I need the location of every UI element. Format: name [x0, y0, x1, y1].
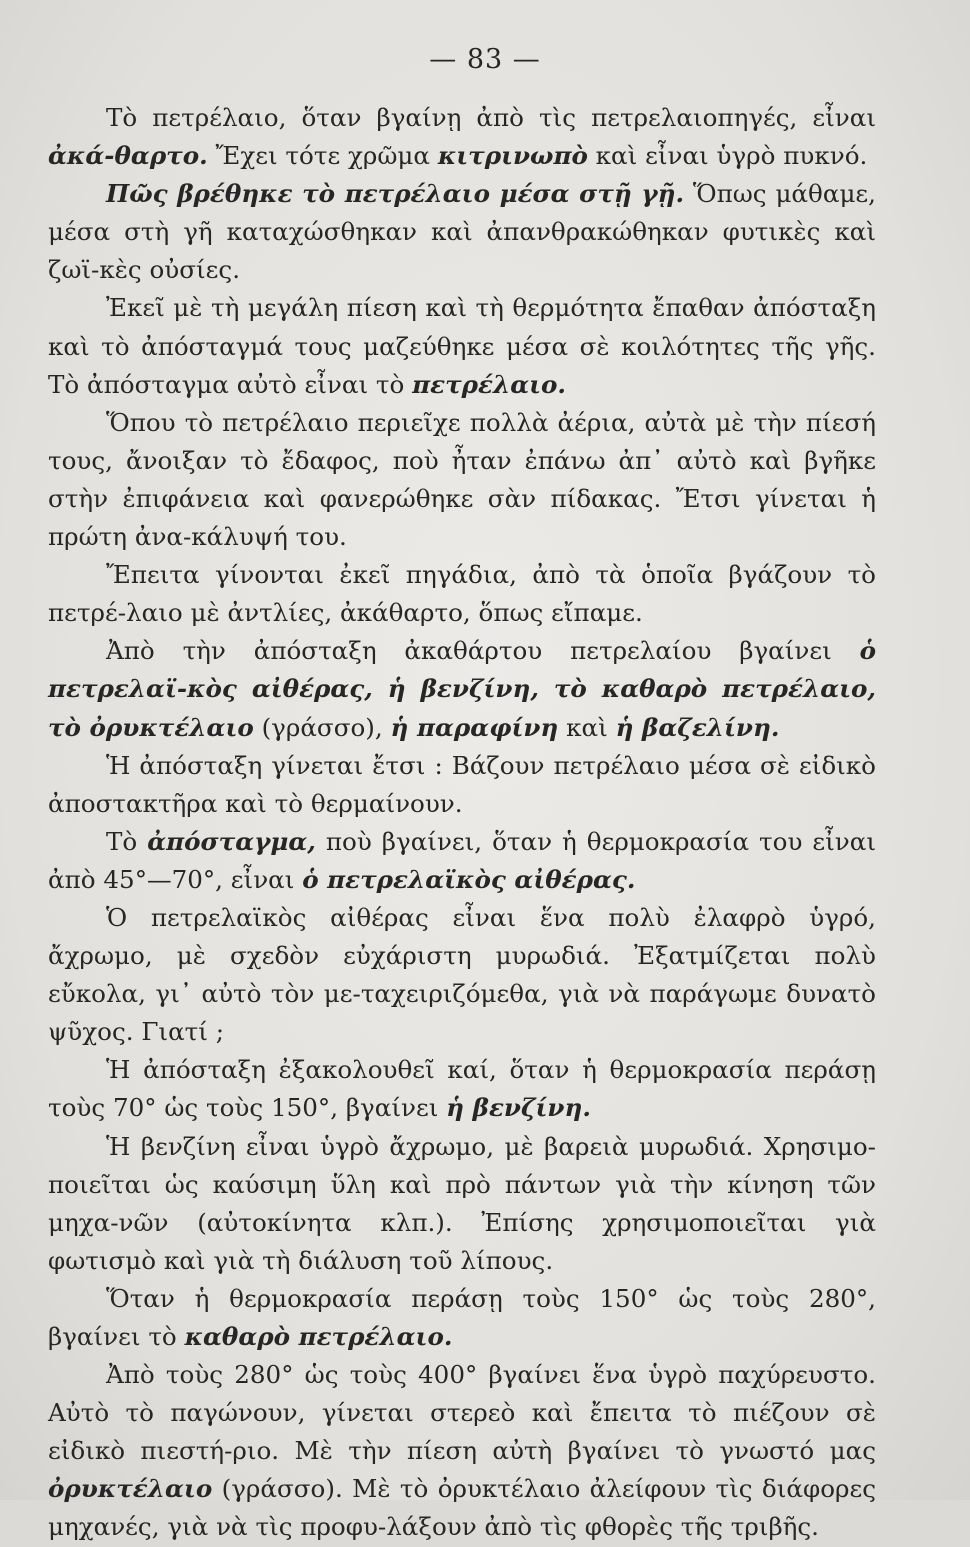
text-run: Ἔπειτα γίνονται ἐκεῖ πηγάδια, ἀπὸ τὰ ὁποῖα βγάζουν τὸ πετρέ-λαιο μὲ ἀντλίες, ἀκάθαρτο, ὅπως εἴπαμε.: [48, 560, 876, 628]
text-run: Ὁ πετρελαϊκὸς αἰθέρας εἶναι ἕνα πολὺ ἐλαφρὸ ὑγρό, ἄχρωμο, μὲ σχεδὸν εὐχάριστη μυρωδιά. Ἐξατμίζεται πολὺ εὔκολα, γι᾽ αὐτὸ τὸν με-ταχειριζόμεθα, γιὰ νὰ παράγωμε δυνατὸ ψῦχος. Γιατί ;: [48, 902, 876, 1047]
paragraph: [48, 1356, 876, 1546]
paragraph: [48, 823, 876, 899]
text-run: Τὸ: [106, 826, 148, 856]
paragraph: [48, 556, 876, 632]
text-run: (γράσσο). Μὲ τὸ ὀρυκτέλαιο ἀλείφουν τὶς διάφορες μηχανές, γιὰ νὰ τὶς προφυ-λάξουν ἀπὸ τὶς φθορὲς τῆς τριβῆς.: [48, 1474, 876, 1542]
emphasized-term: πετρέλαιο.: [412, 369, 566, 399]
text-run: Τὸ πετρέλαιο, ὅταν βγαίνῃ ἀπὸ τὶς πετρελαιοπηγές, εἶναι: [106, 103, 876, 132]
text-run: Ἀπὸ τοὺς 280° ὡς τοὺς 400° βγαίνει ἕνα ὑγρὸ παχύρευστο. Αὐτὸ τὸ παγώνουν, γίνεται στερεὸ καὶ ἔπειτα τὸ πιέζουν σὲ εἰδικὸ πιεστή-ριο. Μὲ τὴν πίεση αὐτὴ βγαίνει τὸ γνωστό μας: [48, 1360, 876, 1466]
paragraph: [48, 289, 876, 403]
paragraph: [48, 1128, 876, 1280]
text-run: Ἀπὸ τὴν ἀπόσταξη ἀκαθάρτου πετρελαίου βγαίνει: [106, 636, 860, 666]
text-run: Ἡ ἀπόσταξη ἐξακολουθεῖ καί, ὅταν ἡ θερμοκρασία περάσῃ τοὺς 70° ὡς τοὺς 150°, βγαίνει: [48, 1055, 876, 1123]
paragraph: [48, 99, 876, 175]
text-run: Ὅπου τὸ πετρέλαιο περιεῖχε πολλὰ ἀέρια, αὐτὰ μὲ τὴν πίεσή τους, ἄνοιξαν τὸ ἔδαφος, ποὺ ἦταν ἐπάνω ἀπ᾽ αὐτὸ καὶ βγῆκε στὴν ἐπιφάνεια καὶ φανερώθηκε σὰν πίδακας. Ἔτσι γίνεται ἡ πρώτη ἀνα-κάλυψή του.: [48, 407, 876, 552]
text-run: Ὅπως μάθαμε, μέσα στὴ γῆ καταχώσθηκαν καὶ ἀπανθρακώθηκαν φυτικὲς καὶ ζωϊ-κὲς οὐσίες.: [48, 179, 876, 285]
emphasized-term: ἡ βαζελίνη.: [615, 712, 780, 742]
emphasized-term: ἀκά-θαρτο.: [48, 141, 208, 171]
emphasized-term: Πῶς βρέθηκε τὸ πετρέλαιο μέσα στῇ γῇ.: [106, 179, 685, 209]
paragraph: [48, 404, 876, 556]
text-run: καὶ: [558, 712, 616, 742]
paragraph: [48, 175, 876, 289]
page-number: — 83 —: [429, 44, 541, 75]
emphasized-term: ἡ παραφίνη: [390, 712, 559, 742]
text-run: Ἡ βενζίνη εἶναι ὑγρὸ ἄχρωμο, μὲ βαρειὰ μυρωδιά. Χρησιμο-ποιεῖται ὡς καύσιμη ὕλη καὶ πρὸ πάντων γιὰ τὴν κίνηση τῶν μηχα-νῶν (αὐτοκίνητα κλπ.). Ἐπίσης χρησιμοποιεῖται γιὰ φωτισμὸ καὶ γιὰ τὴ διάλυση τοῦ λίπους.: [48, 1131, 876, 1275]
paragraph: [48, 632, 876, 746]
emphasized-term: καθαρὸ πετρέλαιο.: [184, 1322, 453, 1351]
text-run: Ὅταν ἡ θερμοκρασία περάσῃ τοὺς 150° ὡς τοὺς 280°, βγαίνει τὸ: [48, 1283, 876, 1351]
emphasized-term: ἀπόσταγμα,: [147, 826, 316, 856]
emphasized-term: κιτρινωπὸ: [437, 141, 588, 171]
text-run: Ἐκεῖ μὲ τὴ μεγάλη πίεση καὶ τὴ θερμότητα ἔπαθαν ἀπόσταξη καὶ τὸ ἀπόσταγμά τους μαζεύθηκε μέσα σὲ κοιλότητες τῆς γῆς. Τὸ ἀπόσταγμα αὐτὸ εἶναι τὸ: [48, 293, 876, 399]
text-run: Ἡ ἀπόσταξη γίνεται ἔτσι : Βάζουν πετρέλαιο μέσα σὲ εἰδικὸ ἀποστακτῆρα καὶ τὸ θερμαίνουν.: [48, 750, 876, 818]
paragraph: [48, 899, 876, 1051]
emphasized-term: ἡ βενζίνη.: [446, 1093, 591, 1123]
emphasized-term: ὁ πετρελαϊκὸς αἰθέρας.: [302, 864, 636, 894]
body-text: [48, 99, 876, 1547]
text-run: (γράσσο),: [253, 712, 391, 742]
paragraph: [48, 1051, 876, 1127]
text-run: καὶ εἶναι ὑγρὸ πυκνό.: [587, 141, 868, 171]
paragraph: [48, 1280, 876, 1356]
paragraph: [48, 747, 876, 823]
text-run: ποὺ βγαίνει, ὅταν ἡ θερμοκρασία του εἶναι ἀπὸ 45°—70°, εἶναι: [48, 826, 876, 894]
text-run: Ἔχει τότε χρῶμα: [207, 141, 438, 171]
emphasized-term: ὀρυκτέλαιο: [48, 1474, 213, 1504]
emphasized-term: ὁ πετρελαϊ-κὸς αἰθέρας, ἡ βενζίνη, τὸ καθαρὸ πετρέλαιο, τὸ ὀρυκτέλαιο: [48, 636, 876, 742]
